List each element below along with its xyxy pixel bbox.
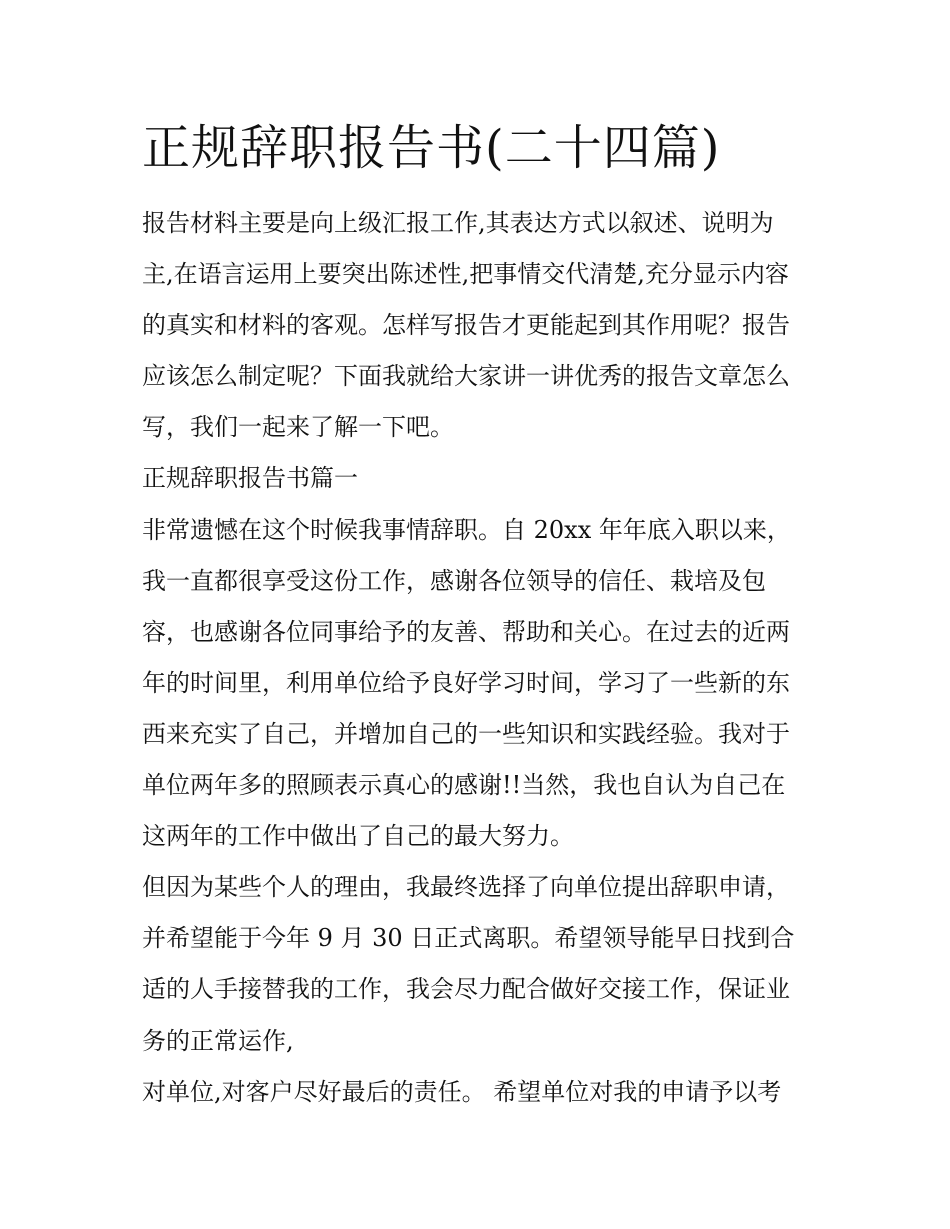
text-line: 主,在语言运用上要突出陈述性,把事情交代清楚,充分显示内容 [142,260,789,289]
text-line: 容，也感谢各位同事给予的友善、帮助和关心。在过去的近两 [142,617,790,646]
text-line: 单位两年多的照顾表示真心的感谢!!当然，我也自认为自己在 [142,771,786,800]
text-line: 年的时间里，利用单位给予良好学习时间，学习了一些新的东 [142,668,790,697]
text-line: 我一直都很享受这份工作，感谢各位领导的信任、栽培及包 [142,566,766,595]
section-heading: 正规辞职报告书篇一 [142,464,358,493]
text-line: 对单位,对客户尽好最后的责任。 希望单位对我的申请予以考 [142,1077,782,1106]
text-line: 西来充实了自己，并增加自己的一些知识和实践经验。我对于 [142,719,790,748]
text-line: 写，我们一起来了解一下吧。 [142,413,454,442]
text-line: 非常遗憾在这个时候我事情辞职。自 20xx 年年底入职以来， [142,515,791,544]
text-line: 应该怎么制定呢？下面我就给大家讲一讲优秀的报告文章怎么 [142,362,790,391]
text-line: 的真实和材料的客观。怎样写报告才更能起到其作用呢？报告 [142,311,790,340]
text-line: 务的正常运作, [142,1026,294,1055]
document-title: 正规辞职报告书(二十四篇) [142,120,721,176]
text-line: 适的人手接替我的工作，我会尽力配合做好交接工作，保证业 [142,975,790,1004]
document-body [142,198,814,1118]
text-line: 但因为某些个人的理由，我最终选择了向单位提出辞职申请， [142,873,790,902]
text-line: 这两年的工作中做出了自己的最大努力。 [142,822,574,851]
text-line: 并希望能于今年 9 月 30 日正式离职。希望领导能早日找到合 [142,924,795,953]
text-line: 报告材料主要是向上级汇报工作,其表达方式以叙述、说明为 [142,209,774,237]
